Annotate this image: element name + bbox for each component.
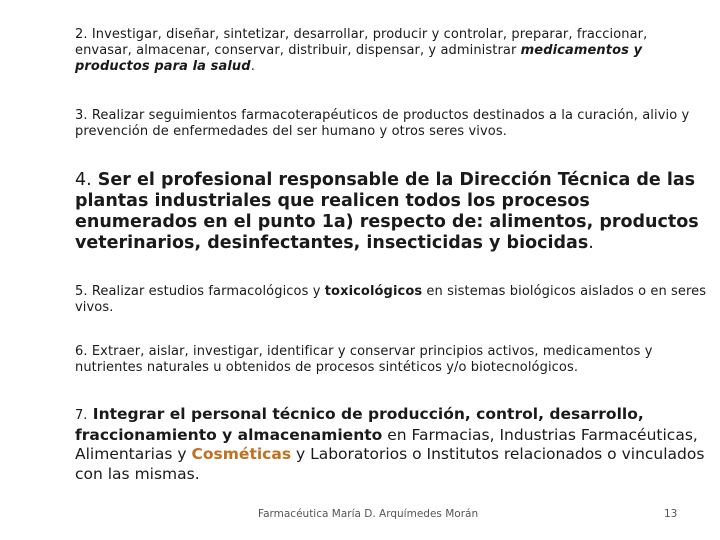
item-number: 5. [75,284,88,299]
list-item-2 [75,27,707,75]
item-number: 6. [75,344,88,359]
item-bold-text: toxicológicos [324,284,423,299]
item-number: 2. [75,27,88,42]
footer-author: Farmacéutica María D. Arquímedes Morán [258,508,479,520]
item-text: Extraer, aislar, investigar, identificar y conservar principios activos, medicamentos y nutrientes naturales u obtenidos de procesos sintéticos y/o biotecnológicos. [75,344,653,375]
item-text-end: . [250,59,255,74]
list-item-6 [75,344,707,376]
item-highlight: Cosméticas [191,445,292,463]
item-bold-text: Integrar el personal técnico de producción, control, desarrollo, fraccionamiento y almacenamiento [75,405,644,444]
item-number: 3. [75,108,88,123]
item-bold-text: Ser el profesional responsable de la Dirección Técnica de las plantas industriales que realicen todos los procesos enumerados en el punto 1a) respecto de: alimentos, productos veterinarios, desinfectantes, insecticidas y biocidas [75,170,699,253]
item-text-end: . [588,233,594,253]
item-text: Realizar seguimientos farmacoterapéuticos de productos destinados a la curación, alivio y prevención de enfermedades del ser humano y otros seres vivos. [75,108,690,139]
item-text: Investigar, diseñar, sintetizar, desarrollar, producir y controlar, preparar, fraccionar, envasar, almacenar, conservar, distribuir, dispensar, y administrar [75,27,648,58]
list-item-7 [75,405,707,484]
list-item-3 [75,108,707,140]
item-text: Realizar estudios farmacológicos y [87,284,325,299]
item-text-end: en sistemas biológicos aislados o en seres vivos. [75,284,707,315]
page-number: 13 [664,508,678,520]
list-item-5 [75,284,707,316]
list-item-4 [75,170,707,254]
item-number: 4. [75,170,92,190]
item-emphasis: medicamentos y productos para la salud [75,43,643,74]
item-number: 7. [75,408,88,423]
item-text: en Farmacias, Industrias Farmacéuticas, Alimentarias y [75,425,698,463]
item-text-end: y Laboratorios o Institutos relacionados o vinculados con las mismas. [75,445,705,483]
